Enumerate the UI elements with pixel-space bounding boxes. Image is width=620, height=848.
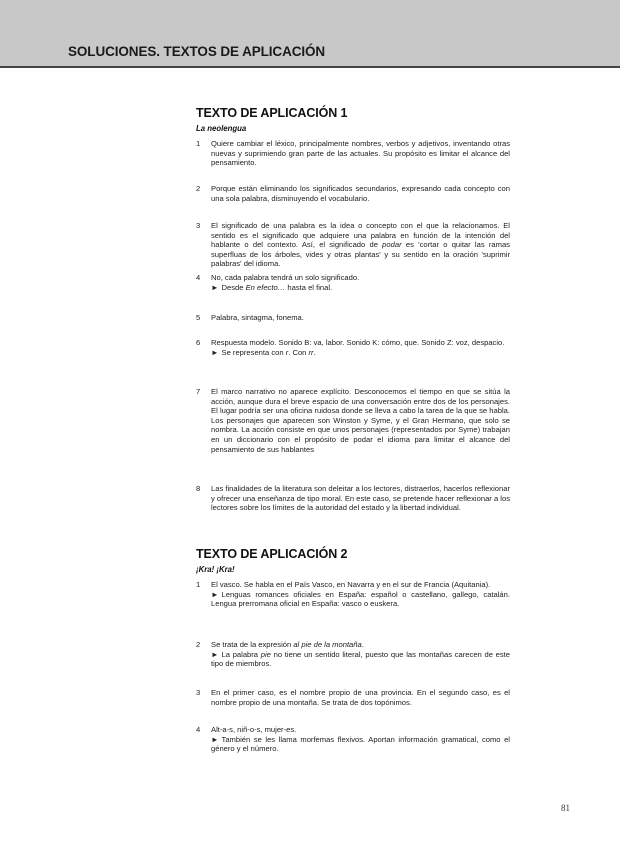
item-number: 7 bbox=[196, 387, 201, 396]
item-number: 3 bbox=[196, 221, 201, 230]
section-subtitle: La neolengua bbox=[196, 124, 247, 133]
item-text: El vasco. Se habla en el País Vasco, en Navarra y en el sur de Francia (Aquitania). bbox=[211, 580, 491, 589]
item-text: El marco narrativo no aparece explícito. Desconocemos el tiempo en que se sitúa la acción, aunque dura el breve espacio de una conversación entre dos de los personajes. El lugar podría ser una oficina ruidosa donde se lleva a cabo la tarea de la que se habla. Los personajes que aparecen son Winston y Syme, y el Gran Hermano, que solo se nombra. La acción consiste en que unos personajes (representados por Syme) trabajan en un diccionario con el propósito de podar el idioma para limitar el alcance del pensamiento de sus hablantes bbox=[211, 387, 510, 454]
list-item bbox=[196, 580, 510, 609]
item-number: 5 bbox=[196, 313, 201, 322]
item-note: ► Desde En efecto… hasta el final. bbox=[211, 282, 333, 292]
list-item bbox=[196, 221, 510, 269]
header-rule bbox=[0, 66, 620, 68]
item-number: 4 bbox=[196, 725, 201, 734]
item-number: 2 bbox=[196, 184, 201, 193]
section-heading: TEXTO DE APLICACIÓN 1 bbox=[196, 106, 348, 120]
list-item bbox=[196, 313, 510, 323]
item-note: ► Se representa con r. Con rr. bbox=[211, 347, 316, 357]
item-number: 2 bbox=[196, 640, 201, 649]
item-number: 3 bbox=[196, 688, 201, 697]
list-item bbox=[196, 338, 510, 357]
item-text: Alt-a-s, niñ-o-s, mujer-es. bbox=[211, 725, 297, 734]
text1-section bbox=[196, 106, 510, 133]
item-text: Respuesta modelo. Sonido B: va, labor. Sonido K: cómo, que. Sonido Z: voz, despacio. bbox=[211, 338, 505, 347]
item-number: 1 bbox=[196, 139, 201, 148]
arrow-icon: ► bbox=[211, 347, 219, 357]
list-item bbox=[196, 387, 510, 454]
item-text: El significado de una palabra es la idea o concepto con el que la relacionamos. El sentido es el significado que adquiere una palabra en función de la intención del hablante o del contexto. Así, el significado de podar es 'cortar o quitar las ramas superfluas de los árboles, vides y otras plantas' y su sentido en la oración 'suprimir palabras' del idioma. bbox=[211, 221, 510, 269]
item-number: 1 bbox=[196, 580, 201, 589]
item-text: Quiere cambiar el léxico, principalmente nombres, verbos y adjetivos, inventando otras nuevas y suprimiendo gran parte de las actuales. Su propósito es limitar el alcance del pensamiento. bbox=[211, 139, 510, 168]
section-subtitle: ¡Kra! ¡Kra! bbox=[196, 565, 235, 574]
item-note: ► Lenguas romances oficiales en España: español o castellano, gallego, catalán. Lengua prerromana oficial en España: vasco o euskera. bbox=[211, 589, 510, 609]
list-item bbox=[196, 640, 510, 669]
item-text: Porque están eliminando los significados secundarios, expresando cada concepto con una sola palabra, disminuyendo el vocabulario. bbox=[211, 184, 510, 203]
item-text: En el primer caso, es el nombre propio de una provincia. En el segundo caso, es el nombre propio de una montaña. Se trata de dos topónimos. bbox=[211, 688, 510, 707]
item-text: Las finalidades de la literatura son deleitar a los lectores, distraerlos, hacerlos reflexionar y ofrecer una enseñanza de tipo moral. En este caso, se pretende hacer reflexionar a los lectores sobre los límites de la autoridad del estado y la libertad individual. bbox=[211, 484, 510, 513]
item-text: Se trata de la expresión al pie de la montaña. bbox=[211, 640, 364, 649]
item-number: 4 bbox=[196, 273, 201, 282]
item-note: ► También se les llama morfemas flexivos. Aportan información gramatical, como el género y el número. bbox=[211, 734, 510, 754]
item-text: No, cada palabra tendrá un solo significado. bbox=[211, 273, 360, 282]
list-item bbox=[196, 184, 510, 203]
item-number: 6 bbox=[196, 338, 201, 347]
list-item bbox=[196, 484, 510, 513]
section-heading: TEXTO DE APLICACIÓN 2 bbox=[196, 547, 348, 561]
list-item bbox=[196, 688, 510, 707]
item-number: 8 bbox=[196, 484, 201, 493]
page-number: 81 bbox=[561, 803, 570, 813]
item-text: Palabra, sintagma, fonema. bbox=[211, 313, 304, 322]
arrow-icon: ► bbox=[211, 649, 219, 659]
arrow-icon: ► bbox=[211, 589, 219, 599]
text2-section bbox=[196, 547, 510, 574]
list-item bbox=[196, 139, 510, 168]
arrow-icon: ► bbox=[211, 282, 219, 292]
list-item bbox=[196, 273, 510, 292]
item-note: ► La palabra pie no tiene un sentido literal, puesto que las montañas carecen de este tipo de miembros. bbox=[211, 649, 511, 669]
list-item bbox=[196, 725, 510, 754]
header-title: SOLUCIONES. TEXTOS DE APLICACIÓN bbox=[68, 44, 326, 59]
arrow-icon: ► bbox=[211, 734, 219, 744]
